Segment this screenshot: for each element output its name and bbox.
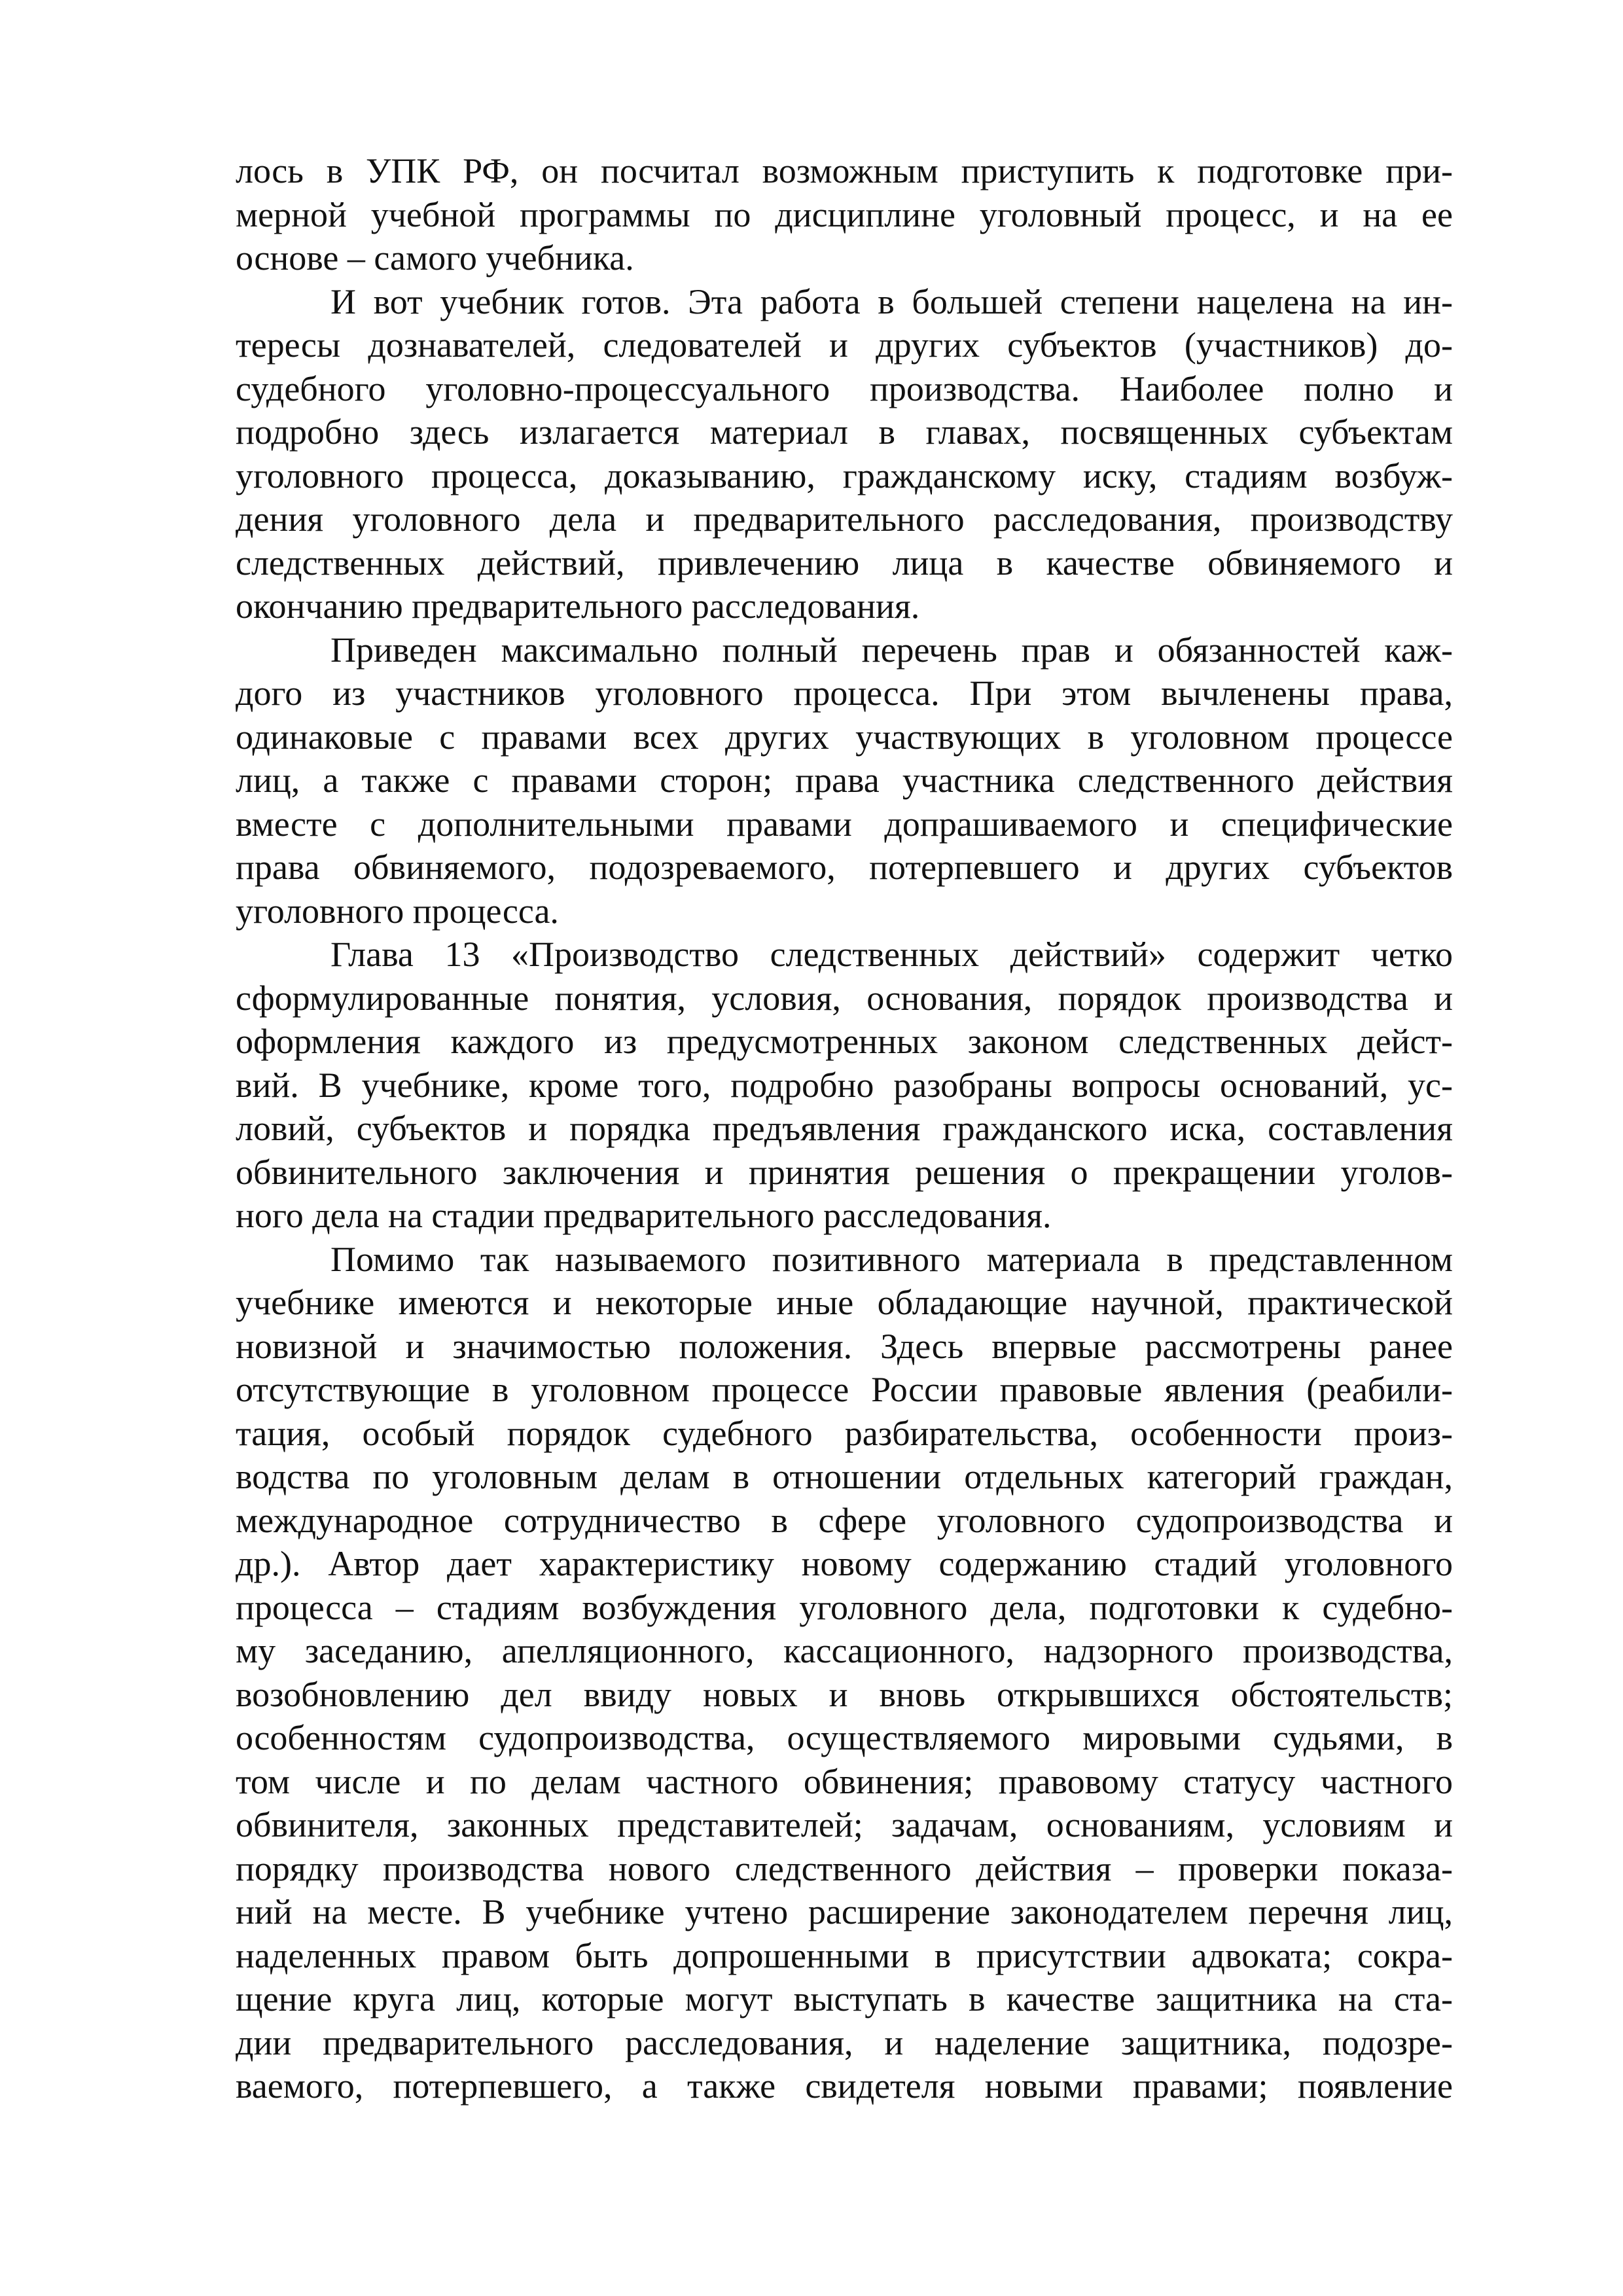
text-line: судебного уголовно-процессуального производства. Наиболее полно и (236, 368, 1453, 408)
text-line: том числе и по делам частного обвинения; правовому статусу частного (236, 1761, 1453, 1801)
text-line: Глава 13 «Производство следственных действий» содержит четко (330, 935, 1453, 974)
paragraph (236, 628, 1453, 933)
document-page (236, 149, 1453, 2108)
text-line: обвинительного заключения и принятия решения о прекращении уголов- (236, 1152, 1453, 1192)
text-line: порядку производства нового следственного действия – проверки показа- (236, 1848, 1453, 1888)
text-line: оформления каждого из предусмотренных законом следственных дейст- (236, 1022, 1453, 1061)
text-line: уголовного процесса. (236, 891, 559, 931)
text-line: др.). Автор дает характеристику новому содержанию стадий уголовного (236, 1544, 1453, 1583)
text-line: ловий, субъектов и порядка предъявления гражданского иска, составления (236, 1109, 1453, 1148)
text-line: водства по уголовным делам в отношении отдельных категорий граждан, (236, 1457, 1453, 1496)
text-line: лось в УПК РФ, он посчитал возможным приступить к подготовке при- (236, 151, 1453, 190)
text-line: мерной учебной программы по дисциплине уголовный процесс, и на ее (236, 194, 1453, 234)
text-line: ний на месте. В учебнике учтено расширение законодателем перечня лиц, (236, 1892, 1453, 1931)
text-line: лиц, а также с правами сторон; права участника следственного действия (236, 761, 1453, 800)
text-line: следственных действий, привлечению лица в качестве обвиняемого и (236, 543, 1453, 583)
text-line: основе – самого учебника. (236, 238, 634, 278)
paragraph (236, 933, 1453, 1238)
text-line: вий. В учебнике, кроме того, подробно разобраны вопросы оснований, ус- (236, 1065, 1453, 1105)
text-line: дии предварительного расследования, и наделение защитника, подозре- (236, 2022, 1453, 2062)
text-line: процесса – стадиям возбуждения уголовного дела, подготовки к судебно- (236, 1587, 1453, 1627)
text-line: му заседанию, апелляционного, кассационного, надзорного производства, (236, 1631, 1453, 1670)
text-line: дения уголовного дела и предварительного расследования, производству (236, 499, 1453, 539)
text-line: отсутствующие в уголовном процессе России правовые явления (реабили- (236, 1370, 1453, 1409)
text-line: возобновлению дел ввиду новых и вновь открывшихся обстоятельств; (236, 1674, 1453, 1714)
text-line: уголовного процесса, доказыванию, гражданскому иску, стадиям возбуж- (236, 456, 1453, 495)
text-line: окончанию предварительного расследования. (236, 586, 920, 626)
paragraph (236, 280, 1453, 628)
text-line: дого из участников уголовного процесса. При этом вычленены права, (236, 673, 1453, 713)
text-line: одинаковые с правами всех других участвующих в уголовном процессе (236, 717, 1453, 757)
text-line: вместе с дополнительными правами допрашиваемого и специфические (236, 804, 1453, 844)
text-line: И вот учебник готов. Эта работа в большей степени нацелена на ин- (330, 281, 1453, 321)
paragraph (236, 149, 1453, 280)
text-line: особенностям судопроизводства, осуществляемого мировыми судьями, в (236, 1718, 1453, 1757)
text-line: наделенных правом быть допрошенными в присутствии адвоката; сокра- (236, 1935, 1453, 1975)
text-line: тация, особый порядок судебного разбирательства, особенности произ- (236, 1413, 1453, 1453)
text-line: щение круга лиц, которые могут выступать в качестве защитника на ста- (236, 1979, 1453, 2018)
text-line: ваемого, потерпевшего, а также свидетеля новыми правами; появление (236, 2066, 1453, 2106)
text-line: международное сотрудничество в сфере уголовного судопроизводства и (236, 1500, 1453, 1540)
text-line: ного дела на стадии предварительного расследования. (236, 1196, 1052, 1235)
text-line: права обвиняемого, подозреваемого, потерпевшего и других субъектов (236, 848, 1453, 887)
text-line: Помимо так называемого позитивного материала в представленном (330, 1239, 1453, 1279)
text-line: подробно здесь излагается материал в главах, посвященных субъектам (236, 412, 1453, 452)
text-line: сформулированные понятия, условия, основания, порядок производства и (236, 978, 1453, 1018)
text-line: обвинителя, законных представителей; задачам, основаниям, условиям и (236, 1805, 1453, 1844)
paragraph (236, 1238, 1453, 2108)
text-line: учебнике имеются и некоторые иные обладающие научной, практической (236, 1283, 1453, 1322)
text-line: тересы дознавателей, следователей и других субъектов (участников) до- (236, 325, 1453, 365)
text-line: новизной и значимостью положения. Здесь впервые рассмотрены ранее (236, 1326, 1453, 1366)
text-line: Приведен максимально полный перечень прав и обязанностей каж- (330, 630, 1453, 670)
